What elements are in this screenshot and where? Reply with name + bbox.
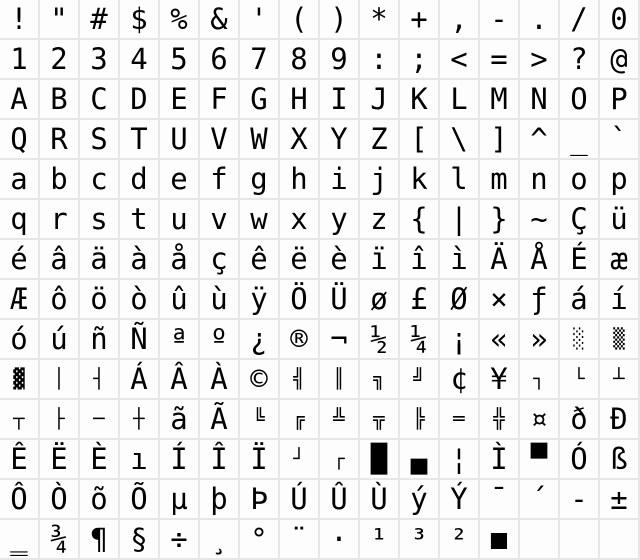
char-cell-r7-c16[interactable]: æ bbox=[600, 240, 640, 280]
char-cell-r10-c3[interactable]: ┤ bbox=[80, 360, 120, 400]
char-cell-r2-c2[interactable]: 2 bbox=[40, 40, 80, 80]
char-cell-r9-c5[interactable]: ª bbox=[160, 320, 200, 360]
char-cell-r3-c11[interactable]: K bbox=[400, 80, 440, 120]
char-cell-r11-c12[interactable]: ═ bbox=[440, 400, 480, 440]
char-cell-r13-c5[interactable]: µ bbox=[160, 480, 200, 520]
char-cell-r14-c5[interactable]: ÷ bbox=[160, 520, 200, 560]
char-cell-r12-c10[interactable]: █ bbox=[360, 440, 400, 480]
char-cell-r13-c15[interactable]: - bbox=[560, 480, 600, 520]
char-cell-r6-c16[interactable]: ü bbox=[600, 200, 640, 240]
char-cell-r5-c2[interactable]: b bbox=[40, 160, 80, 200]
char-cell-r5-c14[interactable]: n bbox=[520, 160, 560, 200]
char-cell-r14-c8[interactable]: ¨ bbox=[280, 520, 320, 560]
char-cell-r8-c13[interactable]: × bbox=[480, 280, 520, 320]
char-cell-r9-c15[interactable]: ░ bbox=[560, 320, 600, 360]
char-cell-r4-c16[interactable]: ` bbox=[600, 120, 640, 160]
char-cell-r11-c13[interactable]: ╬ bbox=[480, 400, 520, 440]
char-cell-r9-c3[interactable]: ñ bbox=[80, 320, 120, 360]
char-cell-r7-c10[interactable]: ï bbox=[360, 240, 400, 280]
char-cell-r5-c12[interactable]: l bbox=[440, 160, 480, 200]
char-cell-r3-c13[interactable]: M bbox=[480, 80, 520, 120]
char-cell-r12-c4[interactable]: ı bbox=[120, 440, 160, 480]
char-cell-r6-c2[interactable]: r bbox=[40, 200, 80, 240]
char-cell-r7-c13[interactable]: Ä bbox=[480, 240, 520, 280]
char-cell-r3-c10[interactable]: J bbox=[360, 80, 400, 120]
char-cell-r7-c14[interactable]: Å bbox=[520, 240, 560, 280]
char-cell-r2-c3[interactable]: 3 bbox=[80, 40, 120, 80]
char-cell-r1-c6[interactable]: & bbox=[200, 0, 240, 40]
char-cell-r3-c14[interactable]: N bbox=[520, 80, 560, 120]
char-cell-r6-c11[interactable]: { bbox=[400, 200, 440, 240]
char-cell-r14-c1[interactable]: ‗ bbox=[0, 520, 40, 560]
char-cell-r11-c10[interactable]: ╦ bbox=[360, 400, 400, 440]
char-cell-r13-c7[interactable]: Þ bbox=[240, 480, 280, 520]
char-cell-r9-c1[interactable]: ó bbox=[0, 320, 40, 360]
char-cell-r10-c12[interactable]: ¢ bbox=[440, 360, 480, 400]
char-cell-r2-c4[interactable]: 4 bbox=[120, 40, 160, 80]
char-cell-r3-c2[interactable]: B bbox=[40, 80, 80, 120]
char-cell-r12-c8[interactable]: ┘ bbox=[280, 440, 320, 480]
char-cell-r8-c1[interactable]: Æ bbox=[0, 280, 40, 320]
char-cell-r14-c16[interactable] bbox=[600, 520, 640, 560]
char-cell-r10-c4[interactable]: Á bbox=[120, 360, 160, 400]
char-cell-r13-c16[interactable]: ± bbox=[600, 480, 640, 520]
char-cell-r1-c9[interactable]: ) bbox=[320, 0, 360, 40]
char-cell-r8-c9[interactable]: Ü bbox=[320, 280, 360, 320]
char-cell-r6-c6[interactable]: v bbox=[200, 200, 240, 240]
char-cell-r1-c16[interactable]: 0 bbox=[600, 0, 640, 40]
char-cell-r14-c3[interactable]: ¶ bbox=[80, 520, 120, 560]
char-cell-r1-c7[interactable]: ' bbox=[240, 0, 280, 40]
char-cell-r2-c12[interactable]: < bbox=[440, 40, 480, 80]
char-cell-r8-c11[interactable]: £ bbox=[400, 280, 440, 320]
char-cell-r3-c6[interactable]: F bbox=[200, 80, 240, 120]
char-cell-r14-c9[interactable]: · bbox=[320, 520, 360, 560]
char-cell-r12-c7[interactable]: Ï bbox=[240, 440, 280, 480]
char-cell-r2-c9[interactable]: 9 bbox=[320, 40, 360, 80]
char-cell-r12-c1[interactable]: Ê bbox=[0, 440, 40, 480]
char-cell-r4-c9[interactable]: Y bbox=[320, 120, 360, 160]
char-cell-r6-c13[interactable]: } bbox=[480, 200, 520, 240]
char-cell-r10-c16[interactable]: ┴ bbox=[600, 360, 640, 400]
char-cell-r4-c14[interactable]: ^ bbox=[520, 120, 560, 160]
char-cell-r10-c1[interactable]: ▓ bbox=[0, 360, 40, 400]
char-cell-r11-c3[interactable]: ─ bbox=[80, 400, 120, 440]
char-cell-r7-c5[interactable]: å bbox=[160, 240, 200, 280]
char-cell-r6-c12[interactable]: | bbox=[440, 200, 480, 240]
char-cell-r13-c8[interactable]: Ú bbox=[280, 480, 320, 520]
char-cell-r6-c4[interactable]: t bbox=[120, 200, 160, 240]
char-cell-r14-c14[interactable] bbox=[520, 520, 560, 560]
char-cell-r9-c14[interactable]: » bbox=[520, 320, 560, 360]
char-cell-r2-c16[interactable]: @ bbox=[600, 40, 640, 80]
char-cell-r9-c6[interactable]: º bbox=[200, 320, 240, 360]
char-cell-r12-c12[interactable]: ¦ bbox=[440, 440, 480, 480]
char-cell-r1-c13[interactable]: - bbox=[480, 0, 520, 40]
char-cell-r2-c6[interactable]: 6 bbox=[200, 40, 240, 80]
char-cell-r13-c14[interactable]: ´ bbox=[520, 480, 560, 520]
char-cell-r3-c12[interactable]: L bbox=[440, 80, 480, 120]
char-cell-r7-c15[interactable]: É bbox=[560, 240, 600, 280]
char-cell-r2-c10[interactable]: : bbox=[360, 40, 400, 80]
char-cell-r9-c16[interactable]: ▒ bbox=[600, 320, 640, 360]
char-cell-r4-c3[interactable]: S bbox=[80, 120, 120, 160]
char-cell-r7-c6[interactable]: ç bbox=[200, 240, 240, 280]
char-cell-r10-c9[interactable]: ║ bbox=[320, 360, 360, 400]
char-cell-r14-c6[interactable]: ¸ bbox=[200, 520, 240, 560]
char-cell-r11-c6[interactable]: Ã bbox=[200, 400, 240, 440]
char-cell-r5-c9[interactable]: i bbox=[320, 160, 360, 200]
char-cell-r8-c14[interactable]: ƒ bbox=[520, 280, 560, 320]
char-cell-r8-c8[interactable]: Ö bbox=[280, 280, 320, 320]
char-cell-r7-c1[interactable]: é bbox=[0, 240, 40, 280]
char-cell-r1-c3[interactable]: # bbox=[80, 0, 120, 40]
char-cell-r9-c8[interactable]: ® bbox=[280, 320, 320, 360]
char-cell-r11-c5[interactable]: ã bbox=[160, 400, 200, 440]
char-cell-r9-c10[interactable]: ½ bbox=[360, 320, 400, 360]
char-cell-r6-c9[interactable]: y bbox=[320, 200, 360, 240]
char-cell-r1-c4[interactable]: $ bbox=[120, 0, 160, 40]
char-cell-r3-c5[interactable]: E bbox=[160, 80, 200, 120]
char-cell-r12-c5[interactable]: Í bbox=[160, 440, 200, 480]
char-cell-r3-c4[interactable]: D bbox=[120, 80, 160, 120]
char-cell-r5-c11[interactable]: k bbox=[400, 160, 440, 200]
char-cell-r4-c2[interactable]: R bbox=[40, 120, 80, 160]
char-cell-r8-c4[interactable]: ò bbox=[120, 280, 160, 320]
char-cell-r13-c11[interactable]: ý bbox=[400, 480, 440, 520]
char-cell-r14-c4[interactable]: § bbox=[120, 520, 160, 560]
char-cell-r3-c16[interactable]: P bbox=[600, 80, 640, 120]
char-cell-r6-c1[interactable]: q bbox=[0, 200, 40, 240]
char-cell-r9-c4[interactable]: Ñ bbox=[120, 320, 160, 360]
char-cell-r13-c2[interactable]: Ò bbox=[40, 480, 80, 520]
char-cell-r1-c15[interactable]: / bbox=[560, 0, 600, 40]
char-cell-r4-c5[interactable]: U bbox=[160, 120, 200, 160]
char-cell-r9-c9[interactable]: ¬ bbox=[320, 320, 360, 360]
char-cell-r10-c15[interactable]: └ bbox=[560, 360, 600, 400]
char-cell-r4-c12[interactable]: \ bbox=[440, 120, 480, 160]
char-cell-r14-c7[interactable]: ° bbox=[240, 520, 280, 560]
char-cell-r11-c1[interactable]: ┬ bbox=[0, 400, 40, 440]
char-cell-r6-c14[interactable]: ~ bbox=[520, 200, 560, 240]
char-cell-r12-c2[interactable]: Ë bbox=[40, 440, 80, 480]
char-cell-r5-c7[interactable]: g bbox=[240, 160, 280, 200]
char-cell-r14-c11[interactable]: ³ bbox=[400, 520, 440, 560]
char-cell-r2-c15[interactable]: ? bbox=[560, 40, 600, 80]
char-cell-r7-c3[interactable]: ä bbox=[80, 240, 120, 280]
char-cell-r2-c14[interactable]: > bbox=[520, 40, 560, 80]
char-cell-r8-c6[interactable]: ù bbox=[200, 280, 240, 320]
char-cell-r11-c2[interactable]: ├ bbox=[40, 400, 80, 440]
char-cell-r2-c7[interactable]: 7 bbox=[240, 40, 280, 80]
char-cell-r13-c10[interactable]: Ù bbox=[360, 480, 400, 520]
char-cell-r12-c6[interactable]: Î bbox=[200, 440, 240, 480]
char-cell-r4-c8[interactable]: X bbox=[280, 120, 320, 160]
char-cell-r12-c9[interactable]: ┌ bbox=[320, 440, 360, 480]
char-cell-r4-c7[interactable]: W bbox=[240, 120, 280, 160]
char-cell-r11-c8[interactable]: ╔ bbox=[280, 400, 320, 440]
char-cell-r10-c8[interactable]: ╣ bbox=[280, 360, 320, 400]
char-cell-r14-c10[interactable]: ¹ bbox=[360, 520, 400, 560]
char-cell-r10-c2[interactable]: │ bbox=[40, 360, 80, 400]
char-cell-r14-c15[interactable] bbox=[560, 520, 600, 560]
char-cell-r11-c7[interactable]: ╚ bbox=[240, 400, 280, 440]
char-cell-r11-c15[interactable]: ð bbox=[560, 400, 600, 440]
char-cell-r10-c13[interactable]: ¥ bbox=[480, 360, 520, 400]
char-cell-r5-c10[interactable]: j bbox=[360, 160, 400, 200]
char-cell-r1-c2[interactable]: " bbox=[40, 0, 80, 40]
char-cell-r9-c12[interactable]: ¡ bbox=[440, 320, 480, 360]
char-cell-r6-c7[interactable]: w bbox=[240, 200, 280, 240]
char-cell-r11-c14[interactable]: ¤ bbox=[520, 400, 560, 440]
char-cell-r2-c5[interactable]: 5 bbox=[160, 40, 200, 80]
char-cell-r4-c13[interactable]: ] bbox=[480, 120, 520, 160]
char-cell-r5-c1[interactable]: a bbox=[0, 160, 40, 200]
char-cell-r9-c2[interactable]: ú bbox=[40, 320, 80, 360]
char-cell-r9-c13[interactable]: « bbox=[480, 320, 520, 360]
char-cell-r7-c2[interactable]: â bbox=[40, 240, 80, 280]
char-cell-r13-c9[interactable]: Û bbox=[320, 480, 360, 520]
char-cell-r1-c12[interactable]: , bbox=[440, 0, 480, 40]
char-cell-r4-c11[interactable]: [ bbox=[400, 120, 440, 160]
char-cell-r3-c9[interactable]: I bbox=[320, 80, 360, 120]
char-cell-r7-c12[interactable]: ì bbox=[440, 240, 480, 280]
char-cell-r10-c5[interactable]: Â bbox=[160, 360, 200, 400]
char-cell-r6-c8[interactable]: x bbox=[280, 200, 320, 240]
char-cell-r11-c9[interactable]: ╩ bbox=[320, 400, 360, 440]
char-cell-r11-c4[interactable]: ┼ bbox=[120, 400, 160, 440]
char-cell-r8-c3[interactable]: ö bbox=[80, 280, 120, 320]
char-cell-r3-c7[interactable]: G bbox=[240, 80, 280, 120]
char-cell-r5-c13[interactable]: m bbox=[480, 160, 520, 200]
char-cell-r1-c1[interactable]: ! bbox=[0, 0, 40, 40]
char-cell-r2-c11[interactable]: ; bbox=[400, 40, 440, 80]
char-cell-r14-c2[interactable]: ¾ bbox=[40, 520, 80, 560]
char-cell-r10-c10[interactable]: ╗ bbox=[360, 360, 400, 400]
char-cell-r10-c11[interactable]: ╝ bbox=[400, 360, 440, 400]
char-cell-r13-c1[interactable]: Ô bbox=[0, 480, 40, 520]
char-cell-r9-c11[interactable]: ¼ bbox=[400, 320, 440, 360]
char-cell-r3-c3[interactable]: C bbox=[80, 80, 120, 120]
char-cell-r5-c5[interactable]: e bbox=[160, 160, 200, 200]
char-cell-r3-c8[interactable]: H bbox=[280, 80, 320, 120]
char-cell-r8-c12[interactable]: Ø bbox=[440, 280, 480, 320]
char-cell-r11-c11[interactable]: ╠ bbox=[400, 400, 440, 440]
char-cell-r12-c11[interactable]: ▄ bbox=[400, 440, 440, 480]
char-cell-r3-c15[interactable]: O bbox=[560, 80, 600, 120]
char-cell-r6-c3[interactable]: s bbox=[80, 200, 120, 240]
char-cell-r10-c7[interactable]: © bbox=[240, 360, 280, 400]
char-cell-r4-c10[interactable]: Z bbox=[360, 120, 400, 160]
char-cell-r8-c5[interactable]: û bbox=[160, 280, 200, 320]
char-cell-r4-c6[interactable]: V bbox=[200, 120, 240, 160]
char-cell-r11-c16[interactable]: Ð bbox=[600, 400, 640, 440]
char-cell-r6-c10[interactable]: z bbox=[360, 200, 400, 240]
char-cell-r8-c15[interactable]: á bbox=[560, 280, 600, 320]
char-cell-r14-c12[interactable]: ² bbox=[440, 520, 480, 560]
char-cell-r5-c8[interactable]: h bbox=[280, 160, 320, 200]
char-cell-r1-c8[interactable]: ( bbox=[280, 0, 320, 40]
char-cell-r10-c14[interactable]: ┐ bbox=[520, 360, 560, 400]
char-cell-r1-c5[interactable]: % bbox=[160, 0, 200, 40]
char-cell-r8-c16[interactable]: í bbox=[600, 280, 640, 320]
char-cell-r13-c4[interactable]: Õ bbox=[120, 480, 160, 520]
char-cell-r6-c15[interactable]: Ç bbox=[560, 200, 600, 240]
char-cell-r5-c6[interactable]: f bbox=[200, 160, 240, 200]
char-cell-r3-c1[interactable]: A bbox=[0, 80, 40, 120]
char-cell-r5-c3[interactable]: c bbox=[80, 160, 120, 200]
char-cell-r4-c15[interactable]: _ bbox=[560, 120, 600, 160]
char-cell-r7-c7[interactable]: ê bbox=[240, 240, 280, 280]
char-cell-r10-c6[interactable]: À bbox=[200, 360, 240, 400]
char-cell-r7-c8[interactable]: ë bbox=[280, 240, 320, 280]
char-cell-r12-c14[interactable]: ▀ bbox=[520, 440, 560, 480]
char-cell-r1-c10[interactable]: * bbox=[360, 0, 400, 40]
char-cell-r2-c1[interactable]: 1 bbox=[0, 40, 40, 80]
char-cell-r7-c11[interactable]: î bbox=[400, 240, 440, 280]
char-cell-r13-c6[interactable]: þ bbox=[200, 480, 240, 520]
char-cell-r4-c1[interactable]: Q bbox=[0, 120, 40, 160]
char-cell-r5-c15[interactable]: o bbox=[560, 160, 600, 200]
char-cell-r8-c2[interactable]: ô bbox=[40, 280, 80, 320]
char-cell-r12-c3[interactable]: È bbox=[80, 440, 120, 480]
char-cell-r13-c3[interactable]: õ bbox=[80, 480, 120, 520]
char-cell-r5-c4[interactable]: d bbox=[120, 160, 160, 200]
char-cell-r9-c7[interactable]: ¿ bbox=[240, 320, 280, 360]
char-cell-r12-c15[interactable]: Ó bbox=[560, 440, 600, 480]
char-cell-r13-c13[interactable]: ¯ bbox=[480, 480, 520, 520]
char-cell-r7-c9[interactable]: è bbox=[320, 240, 360, 280]
char-cell-r7-c4[interactable]: à bbox=[120, 240, 160, 280]
char-cell-r1-c11[interactable]: + bbox=[400, 0, 440, 40]
char-cell-r1-c14[interactable]: . bbox=[520, 0, 560, 40]
char-cell-r6-c5[interactable]: u bbox=[160, 200, 200, 240]
char-cell-r8-c10[interactable]: ø bbox=[360, 280, 400, 320]
char-cell-r12-c13[interactable]: Ì bbox=[480, 440, 520, 480]
char-cell-r13-c12[interactable]: Ý bbox=[440, 480, 480, 520]
char-cell-r5-c16[interactable]: p bbox=[600, 160, 640, 200]
char-cell-r14-c13[interactable]: ■ bbox=[480, 520, 520, 560]
char-cell-r12-c16[interactable]: ß bbox=[600, 440, 640, 480]
char-cell-r8-c7[interactable]: ÿ bbox=[240, 280, 280, 320]
char-cell-r4-c4[interactable]: T bbox=[120, 120, 160, 160]
char-cell-r2-c13[interactable]: = bbox=[480, 40, 520, 80]
char-cell-r2-c8[interactable]: 8 bbox=[280, 40, 320, 80]
